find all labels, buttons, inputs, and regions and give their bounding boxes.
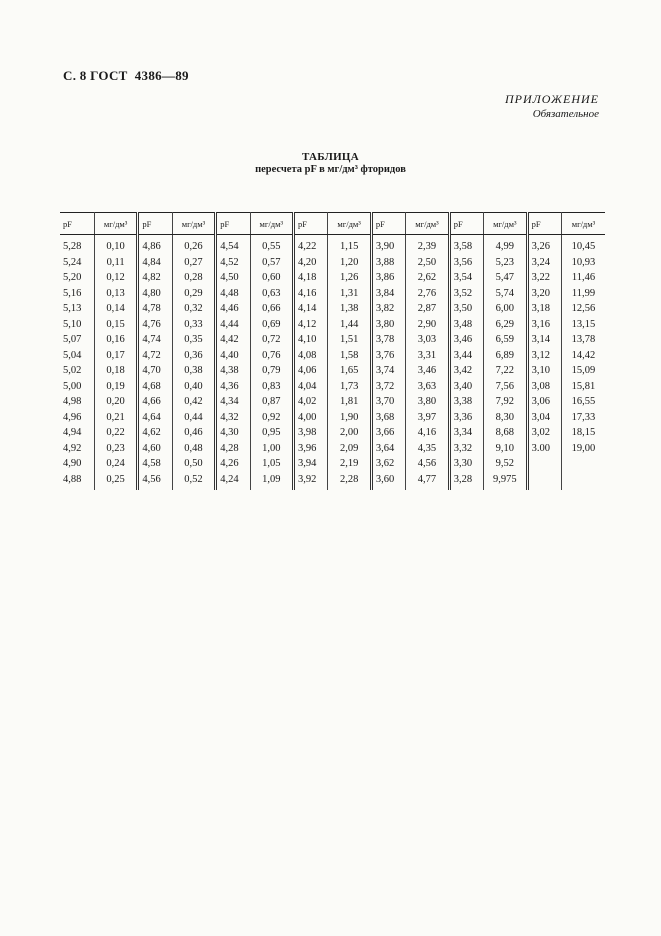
pf-cell: 4,90 <box>60 456 94 472</box>
pf-cell: 4,80 <box>138 286 172 302</box>
table-title: ТАБЛИЦА <box>301 151 360 163</box>
mg-dm3-cell: 10,45 <box>571 241 596 252</box>
mg-dm3-cell: 4,16 <box>406 425 450 441</box>
mg-dm3-cell: 1,90 <box>328 410 372 426</box>
pf-cell: 4,12 <box>294 317 328 333</box>
pf-cell: 3,68 <box>371 410 405 426</box>
mg-dm3-cell <box>561 472 605 490</box>
pf-cell: 3,14 <box>527 332 561 348</box>
pf-cell: 4,86 <box>138 239 172 255</box>
pf-cell: 4,46 <box>216 301 250 317</box>
mg-dm3-cell: 0,27 <box>172 255 216 271</box>
mg-dm3-cell: 0,40 <box>172 379 216 395</box>
column-header-pf: pF <box>449 213 483 235</box>
pf-cell: 4,92 <box>60 441 94 457</box>
mg-dm3-cell: 0,25 <box>94 472 138 490</box>
pf-cell: 3,72 <box>371 379 405 395</box>
mg-dm3-cell: 0,72 <box>250 332 294 348</box>
mg-dm3-cell: 14,42 <box>571 349 596 361</box>
mg-dm3-cell: 2,39 <box>406 239 450 255</box>
mg-dm3-cell: 19,00 <box>571 442 596 454</box>
mg-dm3-cell: 1,26 <box>328 270 372 286</box>
appendix-label <box>505 92 599 120</box>
table-caption <box>0 151 661 175</box>
mg-dm3-cell: 0,57 <box>250 255 294 271</box>
pf-cell <box>527 472 561 490</box>
pf-cell: 3,16 <box>527 317 561 333</box>
mg-dm3-cell: 0,10 <box>94 239 138 255</box>
appendix-title: ПРИЛОЖЕНИЕ <box>505 92 599 106</box>
mg-dm3-cell: 0,69 <box>250 317 294 333</box>
pf-cell: 3,24 <box>527 255 561 271</box>
pf-cell: 4,52 <box>216 255 250 271</box>
mg-dm3-cell: 0,22 <box>94 425 138 441</box>
pf-cell: 3,18 <box>527 301 561 317</box>
pf-cell: 4,50 <box>216 270 250 286</box>
mg-dm3-cell: 15,09 <box>571 365 596 376</box>
table-row <box>60 317 605 333</box>
mg-dm3-cell: 0,29 <box>172 286 216 302</box>
pf-cell: 4,06 <box>294 363 328 379</box>
mg-dm3-cell: 1,09 <box>250 472 294 490</box>
mg-dm3-cell: 5,74 <box>484 286 528 302</box>
pf-cell: 4,78 <box>138 301 172 317</box>
mg-dm3-cell: 7,56 <box>484 379 528 395</box>
mg-dm3-cell: 1,05 <box>250 456 294 472</box>
pf-cell: 5,02 <box>60 363 94 379</box>
mg-dm3-cell: 3,97 <box>406 410 450 426</box>
mg-dm3-cell: 15,81 <box>571 380 596 392</box>
mg-dm3-cell: 12,56 <box>571 303 596 314</box>
table-row <box>60 425 605 441</box>
mg-dm3-cell: 13,15 <box>571 318 596 330</box>
mg-dm3-cell: 0,28 <box>172 270 216 286</box>
column-header-mg-dm3: мг/дм³ <box>172 213 216 235</box>
pf-cell: 3,04 <box>527 410 561 426</box>
pf-cell: 4,40 <box>216 348 250 364</box>
pf-cell: 3,20 <box>527 286 561 302</box>
column-header-pf: pF <box>60 213 94 235</box>
pf-cell: 3,90 <box>371 239 405 255</box>
pf-cell: 4,04 <box>294 379 328 395</box>
column-header-mg-dm3: мг/дм³ <box>406 213 450 235</box>
mg-dm3-cell: 0,66 <box>250 301 294 317</box>
mg-dm3-cell: 0,92 <box>250 410 294 426</box>
pf-cell: 3,66 <box>371 425 405 441</box>
mg-dm3-cell: 16,55 <box>571 396 596 407</box>
column-header-pf: pF <box>527 213 561 235</box>
mg-dm3-cell: 0,17 <box>94 348 138 364</box>
mg-dm3-cell: 0,11 <box>94 255 138 271</box>
mg-dm3-cell: 0,55 <box>250 239 294 255</box>
mg-dm3-cell: 0,83 <box>250 379 294 395</box>
table-row <box>60 441 605 457</box>
mg-dm3-cell: 3,80 <box>406 394 450 410</box>
pf-cell: 3,96 <box>294 441 328 457</box>
pf-cell: 4,42 <box>216 332 250 348</box>
pf-cell: 5,00 <box>60 379 94 395</box>
pf-cell: 3,02 <box>527 425 561 441</box>
mg-dm3-cell: 0,46 <box>172 425 216 441</box>
table-row <box>60 286 605 302</box>
mg-dm3-cell: 7,92 <box>484 394 528 410</box>
pf-cell: 4,34 <box>216 394 250 410</box>
pf-cell: 3,82 <box>371 301 405 317</box>
pf-cell: 3,74 <box>371 363 405 379</box>
mg-dm3-cell: 10,93 <box>571 256 596 268</box>
mg-dm3-cell: 1,00 <box>250 441 294 457</box>
mg-dm3-cell: 2,00 <box>328 425 372 441</box>
pf-cell: 3,28 <box>449 472 483 490</box>
mg-dm3-cell: 11,46 <box>571 272 596 283</box>
pf-cell: 3,30 <box>449 456 483 472</box>
mg-dm3-cell: 11,99 <box>571 287 596 299</box>
table-row <box>60 270 605 286</box>
pf-cell: 3,08 <box>527 379 561 395</box>
pf-cell: 3,92 <box>294 472 328 490</box>
pf-cell: 4,88 <box>60 472 94 490</box>
mg-dm3-cell: 3,46 <box>406 363 450 379</box>
table-body <box>60 239 605 490</box>
pf-cell: 4,76 <box>138 317 172 333</box>
pf-cell: 4,64 <box>138 410 172 426</box>
pf-cell: 5,16 <box>60 286 94 302</box>
mg-dm3-cell: 0,14 <box>94 301 138 317</box>
mg-dm3-cell: 1,73 <box>328 379 372 395</box>
table-row <box>60 255 605 271</box>
mg-dm3-cell: 6,59 <box>484 332 528 348</box>
pf-cell: 4,14 <box>294 301 328 317</box>
pf-cell: 4,30 <box>216 425 250 441</box>
mg-dm3-cell: 1,20 <box>328 255 372 271</box>
mg-dm3-cell: 0,95 <box>250 425 294 441</box>
mg-dm3-cell: 0,87 <box>250 394 294 410</box>
mg-dm3-cell: 0,42 <box>172 394 216 410</box>
column-header-mg-dm3: мг/дм³ <box>250 213 294 235</box>
pf-cell: 3,64 <box>371 441 405 457</box>
pf-cell: 4,68 <box>138 379 172 395</box>
pf-cell: 5,20 <box>60 270 94 286</box>
column-header-mg-dm3: мг/дм³ <box>94 213 138 235</box>
mg-dm3-cell: 0,79 <box>250 363 294 379</box>
mg-dm3-cell: 0,26 <box>172 239 216 255</box>
pf-cell: 3,32 <box>449 441 483 457</box>
mg-dm3-cell: 3,63 <box>406 379 450 395</box>
pf-cell: 3,50 <box>449 301 483 317</box>
pf-cell: 4,48 <box>216 286 250 302</box>
pf-cell: 5,13 <box>60 301 94 317</box>
pf-cell: 3,48 <box>449 317 483 333</box>
mg-dm3-cell: 9,52 <box>484 456 528 472</box>
column-header-pf: pF <box>138 213 172 235</box>
pf-cell: 3,62 <box>371 456 405 472</box>
mg-dm3-cell: 0,24 <box>94 456 138 472</box>
pf-cell: 4,22 <box>294 239 328 255</box>
mg-dm3-cell: 2,09 <box>328 441 372 457</box>
pf-cell: 4,44 <box>216 317 250 333</box>
pf-cell: 3,36 <box>449 410 483 426</box>
mg-dm3-cell: 4,99 <box>484 239 528 255</box>
mg-dm3-cell: 1,38 <box>328 301 372 317</box>
mg-dm3-cell: 2,76 <box>406 286 450 302</box>
pf-cell: 4,20 <box>294 255 328 271</box>
pf-cell: 4,36 <box>216 379 250 395</box>
pf-cell: 3,58 <box>449 239 483 255</box>
pf-cell: 3,78 <box>371 332 405 348</box>
mg-dm3-cell: 6,89 <box>484 348 528 364</box>
pf-cell: 4,74 <box>138 332 172 348</box>
table-row <box>60 379 605 395</box>
mg-dm3-cell: 0,50 <box>172 456 216 472</box>
table-header-row <box>60 213 605 235</box>
pf-cell: 4,54 <box>216 239 250 255</box>
column-header-pf: pF <box>371 213 405 235</box>
mg-dm3-cell: 2,50 <box>406 255 450 271</box>
mg-dm3-cell: 0,36 <box>172 348 216 364</box>
pf-cell: 4,66 <box>138 394 172 410</box>
pf-cell: 3,38 <box>449 394 483 410</box>
mg-dm3-cell: 2,62 <box>406 270 450 286</box>
mg-dm3-cell: 0,18 <box>94 363 138 379</box>
pf-cell: 4,10 <box>294 332 328 348</box>
mg-dm3-cell: 3,31 <box>406 348 450 364</box>
mg-dm3-cell: 3,03 <box>406 332 450 348</box>
pf-cell: 3.00 <box>527 441 561 457</box>
mg-dm3-cell: 2,28 <box>328 472 372 490</box>
mg-dm3-cell: 4,56 <box>406 456 450 472</box>
pf-cell: 3,10 <box>527 363 561 379</box>
table-row <box>60 301 605 317</box>
table-row <box>60 363 605 379</box>
mg-dm3-cell: 0,35 <box>172 332 216 348</box>
mg-dm3-cell: 0,44 <box>172 410 216 426</box>
pf-cell: 4,26 <box>216 456 250 472</box>
pf-cell: 3,70 <box>371 394 405 410</box>
mg-dm3-cell: 0,20 <box>94 394 138 410</box>
pf-cell: 3,80 <box>371 317 405 333</box>
mg-dm3-cell: 0,60 <box>250 270 294 286</box>
mg-dm3-cell: 8,30 <box>484 410 528 426</box>
mg-dm3-cell: 1,65 <box>328 363 372 379</box>
column-header-pf: pF <box>294 213 328 235</box>
pf-cell: 4,32 <box>216 410 250 426</box>
pf-cell: 3,88 <box>371 255 405 271</box>
mg-dm3-cell: 0,19 <box>94 379 138 395</box>
mg-dm3-cell: 1,44 <box>328 317 372 333</box>
pf-cell: 4,16 <box>294 286 328 302</box>
mg-dm3-cell: 0,13 <box>94 286 138 302</box>
pf-cell: 3,86 <box>371 270 405 286</box>
mg-dm3-cell: 2,90 <box>406 317 450 333</box>
mg-dm3-cell: 1,81 <box>328 394 372 410</box>
pf-cell: 4,60 <box>138 441 172 457</box>
pf-cell: 4,18 <box>294 270 328 286</box>
mg-dm3-cell: 0,76 <box>250 348 294 364</box>
pf-cell: 3,34 <box>449 425 483 441</box>
mg-dm3-cell: 5,23 <box>484 255 528 271</box>
pf-cell: 4,24 <box>216 472 250 490</box>
mg-dm3-cell: 5,47 <box>484 270 528 286</box>
column-header-pf: pF <box>216 213 250 235</box>
pf-cell: 4,08 <box>294 348 328 364</box>
table-row <box>60 410 605 426</box>
pf-cell: 4,58 <box>138 456 172 472</box>
pf-cell: 3,26 <box>527 239 561 255</box>
pf-cell: 5,10 <box>60 317 94 333</box>
pf-cell: 3,42 <box>449 363 483 379</box>
pf-cell: 3,54 <box>449 270 483 286</box>
mg-dm3-cell: 0,15 <box>94 317 138 333</box>
mg-dm3-cell: 4,35 <box>406 441 450 457</box>
pf-cell: 4,02 <box>294 394 328 410</box>
table-row <box>60 456 605 472</box>
mg-dm3-cell: 6,00 <box>484 301 528 317</box>
pf-cell: 4,82 <box>138 270 172 286</box>
table-row <box>60 348 605 364</box>
pf-cell: 4,56 <box>138 472 172 490</box>
pf-cell: 3,52 <box>449 286 483 302</box>
appendix-subtitle: Обязательное <box>532 108 599 120</box>
pf-cell: 4,00 <box>294 410 328 426</box>
table-row <box>60 332 605 348</box>
pf-cell: 3,56 <box>449 255 483 271</box>
page-header: С. 8 ГОСТ 4386—89 <box>63 68 189 83</box>
mg-dm3-cell: 1,31 <box>328 286 372 302</box>
pf-cell: 3,60 <box>371 472 405 490</box>
mg-dm3-cell: 1,58 <box>328 348 372 364</box>
table-row <box>60 472 605 490</box>
mg-dm3-cell: 18,15 <box>571 427 596 438</box>
mg-dm3-cell: 0,63 <box>250 286 294 302</box>
mg-dm3-cell: 0,21 <box>94 410 138 426</box>
mg-dm3-cell: 0,52 <box>172 472 216 490</box>
pf-cell: 5,07 <box>60 332 94 348</box>
mg-dm3-cell: 6,29 <box>484 317 528 333</box>
pf-cell: 4,98 <box>60 394 94 410</box>
table-row <box>60 394 605 410</box>
mg-dm3-cell: 0,38 <box>172 363 216 379</box>
conversion-table <box>60 212 605 490</box>
pf-cell: 3,76 <box>371 348 405 364</box>
mg-dm3-cell: 4,77 <box>406 472 450 490</box>
mg-dm3-cell: 2,87 <box>406 301 450 317</box>
mg-dm3-cell: 2,19 <box>328 456 372 472</box>
mg-dm3-cell <box>561 456 605 472</box>
mg-dm3-cell: 0,23 <box>94 441 138 457</box>
mg-dm3-cell: 0,33 <box>172 317 216 333</box>
pf-cell: 4,96 <box>60 410 94 426</box>
pf-cell: 4,84 <box>138 255 172 271</box>
pf-cell: 3,98 <box>294 425 328 441</box>
table-row <box>60 239 605 255</box>
mg-dm3-cell: 9,975 <box>484 472 528 490</box>
pf-cell: 4,72 <box>138 348 172 364</box>
mg-dm3-cell: 0,48 <box>172 441 216 457</box>
pf-cell: 3,84 <box>371 286 405 302</box>
mg-dm3-cell: 9,10 <box>484 441 528 457</box>
pf-cell: 5,28 <box>60 239 94 255</box>
pf-cell: 5,04 <box>60 348 94 364</box>
pf-cell: 3,06 <box>527 394 561 410</box>
pf-cell: 4,70 <box>138 363 172 379</box>
pf-cell: 3,40 <box>449 379 483 395</box>
column-header-mg-dm3: мг/дм³ <box>484 213 528 235</box>
pf-cell: 4,94 <box>60 425 94 441</box>
mg-dm3-cell: 13,78 <box>571 334 596 345</box>
mg-dm3-cell: 1,51 <box>328 332 372 348</box>
table-subtitle: пересчета pF в мг/дм³ фторидов <box>255 164 406 175</box>
mg-dm3-cell: 17,33 <box>571 411 596 423</box>
pf-cell: 4,38 <box>216 363 250 379</box>
column-header-mg-dm3: мг/дм³ <box>328 213 372 235</box>
mg-dm3-cell: 8,68 <box>484 425 528 441</box>
mg-dm3-cell: 7,22 <box>484 363 528 379</box>
pf-cell <box>527 456 561 472</box>
pf-cell: 3,12 <box>527 348 561 364</box>
pf-cell: 3,46 <box>449 332 483 348</box>
pf-cell: 3,94 <box>294 456 328 472</box>
mg-dm3-cell: 0,12 <box>94 270 138 286</box>
mg-dm3-cell: 1,15 <box>328 239 372 255</box>
mg-dm3-cell: 0,32 <box>172 301 216 317</box>
pf-cell: 3,44 <box>449 348 483 364</box>
pf-cell: 5,24 <box>60 255 94 271</box>
pf-cell: 4,28 <box>216 441 250 457</box>
mg-dm3-cell: 0,16 <box>94 332 138 348</box>
column-header-mg-dm3: мг/дм³ <box>561 213 605 235</box>
pf-cell: 4,62 <box>138 425 172 441</box>
pf-cell: 3,22 <box>527 270 561 286</box>
